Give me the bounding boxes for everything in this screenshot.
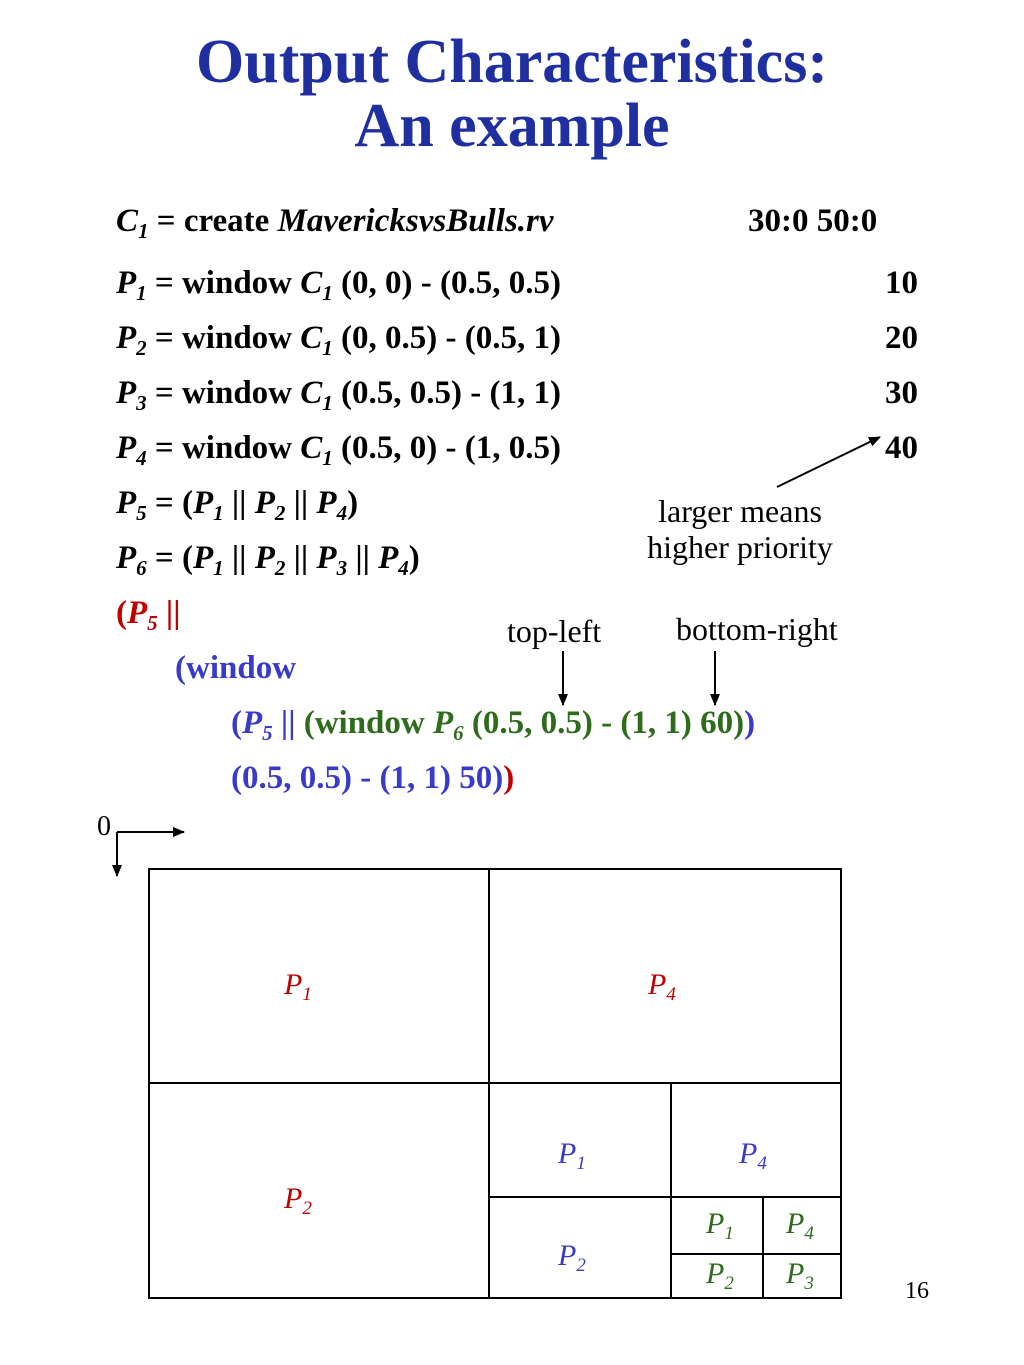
p4-priority: 40 bbox=[885, 430, 918, 466]
bottom-right-label: bottom-right bbox=[676, 611, 838, 647]
definition-c1: $C_1$ = create MavericksvsBulls.rv bbox=[116, 203, 554, 243]
divider-middle-horizontal bbox=[488, 1196, 842, 1198]
definition-p4: $P_4$ = window $C_1$ (0.5, 0) - (1, 0.5) bbox=[116, 430, 561, 470]
definition-p3: $P_3$ = window $C_1$ (0.5, 0.5) - (1, 1) bbox=[116, 375, 561, 415]
origin-label: 0 bbox=[97, 811, 111, 842]
inner-p4-label: $P_4$ bbox=[786, 1207, 814, 1244]
divider-middle-vertical bbox=[670, 1082, 672, 1299]
p3-priority: 30 bbox=[885, 375, 918, 411]
divider-inner-horizontal bbox=[670, 1253, 842, 1255]
inner-p2-label: $P_2$ bbox=[706, 1257, 734, 1294]
title-line-1: Output Characteristics: bbox=[196, 28, 828, 96]
middle-p1-label: $P_1$ bbox=[558, 1137, 586, 1174]
divider-inner-vertical bbox=[762, 1196, 764, 1299]
outer-p2-label: $P_2$ bbox=[284, 1182, 312, 1219]
priority-note: larger means higher priority bbox=[647, 493, 833, 565]
expression-line-2: (window bbox=[175, 650, 297, 686]
p1-priority: 10 bbox=[885, 265, 918, 301]
definition-p2: $P_2$ = window $C_1$ (0, 0.5) - (0.5, 1) bbox=[116, 320, 561, 360]
outer-p1-label: $P_1$ bbox=[284, 968, 312, 1005]
top-left-label: top-left bbox=[507, 613, 602, 649]
expression-line-3: ($P_5$ || (window $P_6$ (0.5, 0.5) - (1, 1) 60)) bbox=[231, 705, 756, 745]
outer-p4-label: $P_4$ bbox=[648, 968, 676, 1005]
expression-line-1: ($P_5$ || bbox=[116, 595, 181, 635]
middle-p4-label: $P_4$ bbox=[739, 1137, 767, 1174]
middle-p2-label: $P_2$ bbox=[558, 1239, 586, 1276]
p2-priority: 20 bbox=[885, 320, 918, 356]
page-number: 16 bbox=[905, 1278, 929, 1304]
definition-p6: $P_6 = (P_1$ || $P_2$ || $P_3$ || $P_4$) bbox=[116, 540, 420, 580]
c1-playback-times: 30:0 50:0 bbox=[748, 203, 878, 239]
title-line-2: An example bbox=[354, 92, 670, 160]
inner-p3-label: $P_3$ bbox=[786, 1257, 814, 1294]
definition-p5: $P_5 = (P_1$ || $P_2$ || $P_4$) bbox=[116, 485, 359, 525]
expression-line-4: (0.5, 0.5) - (1, 1) 50)) bbox=[231, 760, 515, 796]
priority-arrow bbox=[777, 437, 880, 487]
divider-outer-horizontal bbox=[148, 1082, 842, 1084]
definition-p1: $P_1$ = window $C_1$ (0, 0) - (0.5, 0.5) bbox=[116, 265, 561, 305]
inner-p1-label: $P_1$ bbox=[706, 1207, 734, 1244]
